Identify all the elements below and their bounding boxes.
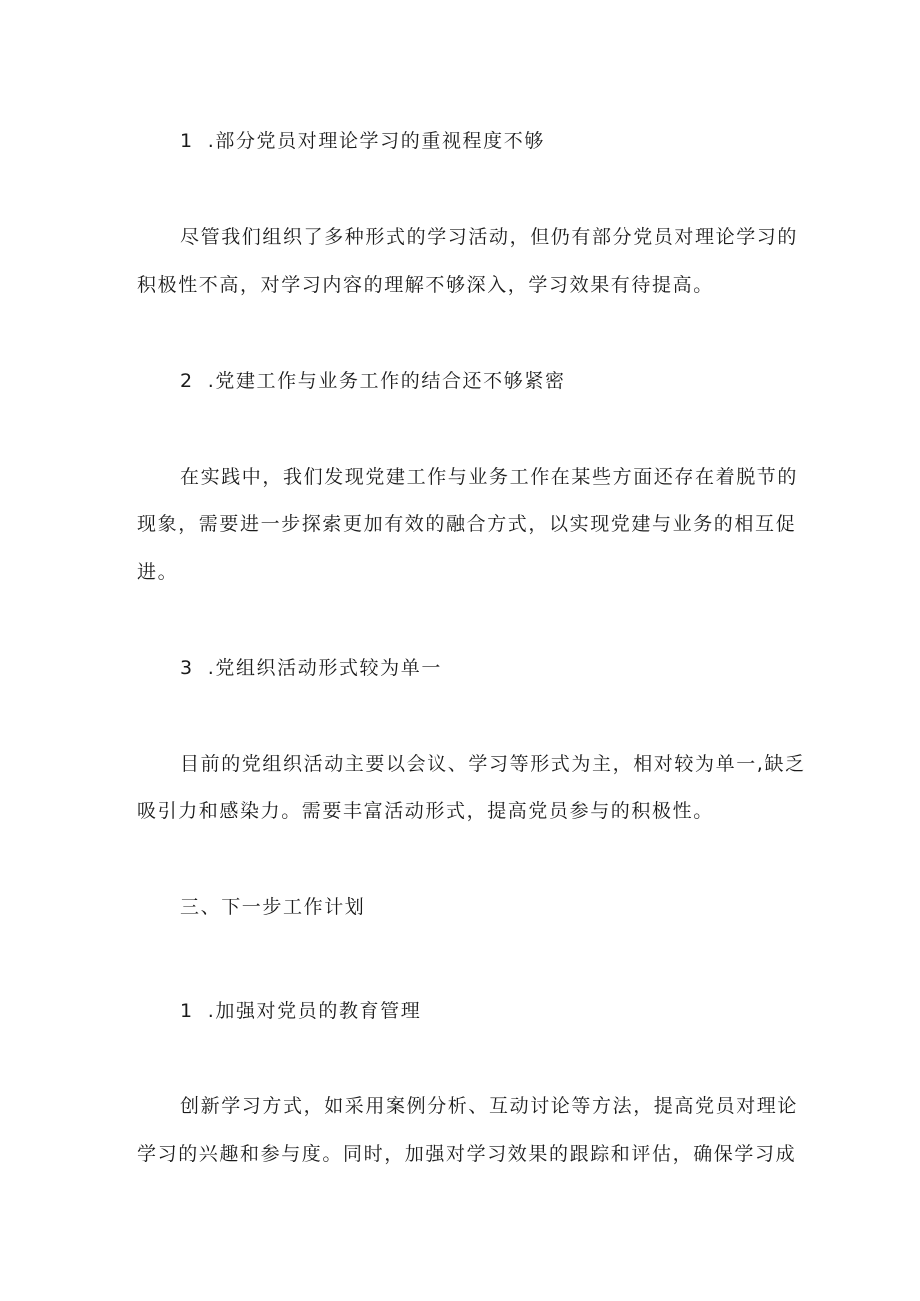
paragraph-3-line-2: 吸引力和感染力。需要丰富活动形式，提高党员参与的积极性。 <box>137 800 714 822</box>
paragraph-4-line-1: 创新学习方式，如采用案例分析、互动讨论等方法，提高党员对理论 <box>180 1095 799 1117</box>
heading-text: .加强对党员的教育管理 <box>207 1000 422 1022</box>
heading-number: 1 <box>180 130 194 152</box>
heading-text: .党组织活动形式较为单一 <box>207 657 442 679</box>
heading-4 <box>180 999 421 1023</box>
section-heading: 三、下一步工作计划 <box>180 896 366 918</box>
paragraph-2-line-1: 在实践中，我们发现党建工作与业务工作在某些方面还存在着脱节的 <box>180 466 799 488</box>
paragraph-3-line-1: 目前的党组织活动主要以会议、学习等形式为主，相对较为单一,缺乏 <box>180 753 806 775</box>
paragraph-4-line-2: 学习的兴趣和参与度。同时，加强对学习效果的跟踪和评估，确保学习成 <box>137 1143 797 1165</box>
paragraph-2-line-3: 进。 <box>137 561 179 583</box>
heading-2 <box>180 369 566 393</box>
heading-number: 1 <box>180 1000 194 1022</box>
paragraph-2-line-2: 现象，需要进一步探索更加有效的融合方式，以实现党建与业务的相互促 <box>137 513 797 535</box>
heading-number: 2 <box>180 370 194 392</box>
heading-number: 3 <box>180 657 194 679</box>
heading-3 <box>180 656 442 680</box>
heading-text: .部分党员对理论学习的重视程度不够 <box>207 130 545 152</box>
paragraph-1-line-2: 积极性不高，对学习内容的理解不够深入，学习效果有待提高。 <box>137 274 714 296</box>
paragraph-1-line-1: 尽管我们组织了多种形式的学习活动，但仍有部分党员对理论学习的 <box>180 226 799 248</box>
heading-1 <box>180 129 545 153</box>
heading-text: .党建工作与业务工作的结合还不够紧密 <box>207 370 566 392</box>
